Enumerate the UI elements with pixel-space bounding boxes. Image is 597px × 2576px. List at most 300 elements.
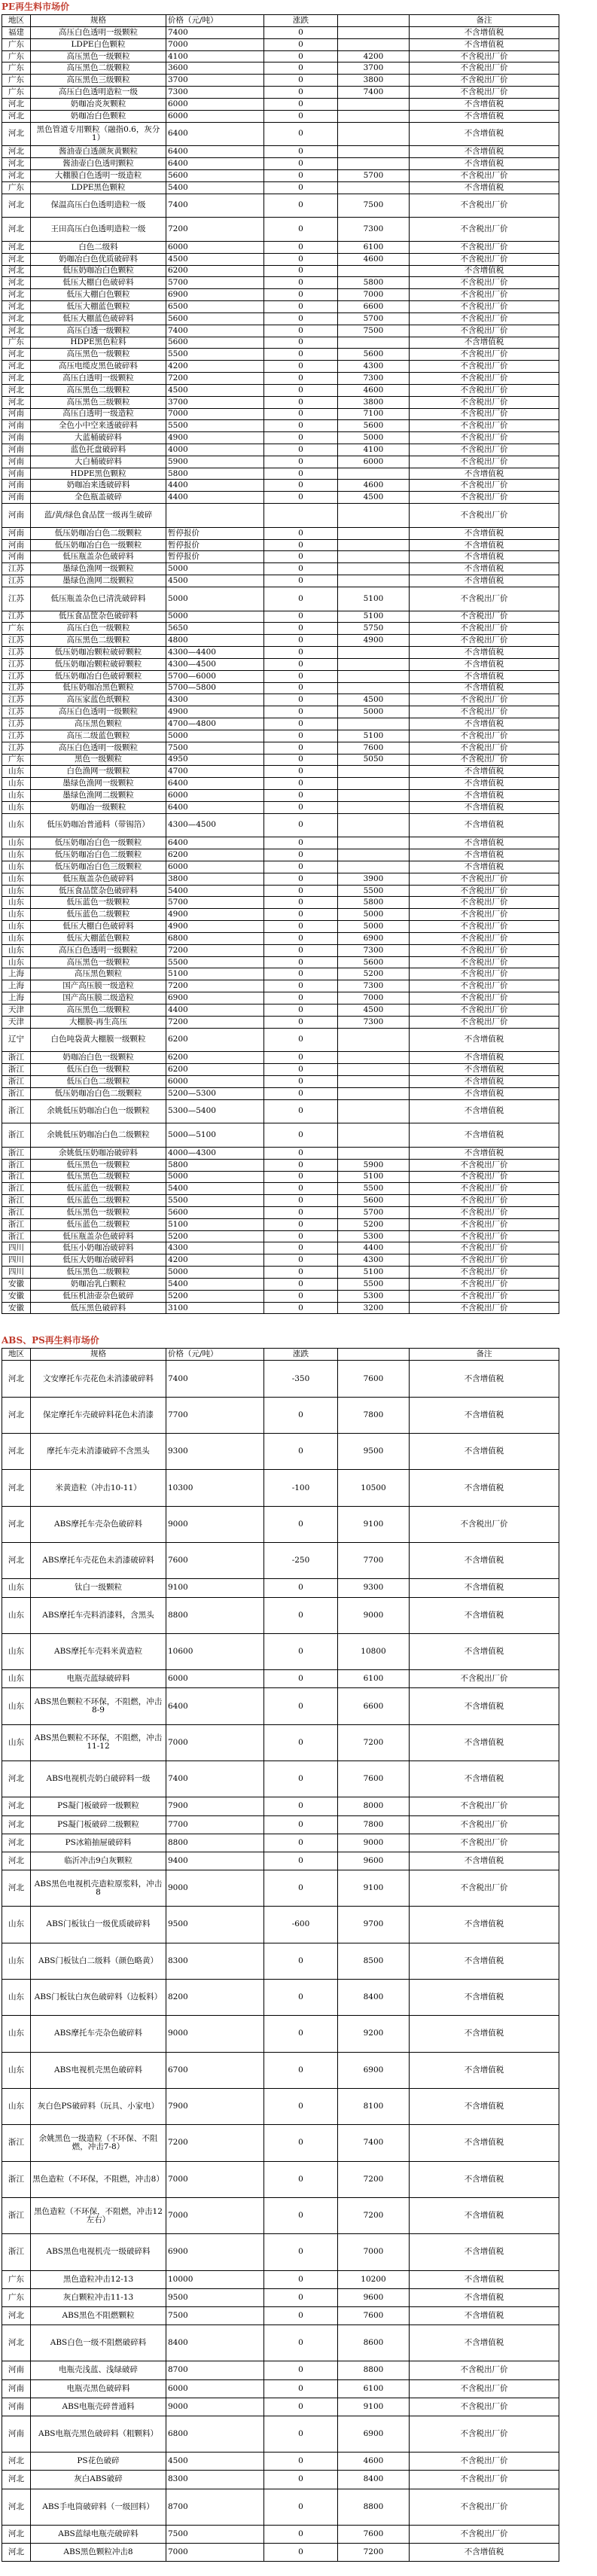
price-high-cell [338,110,410,122]
region-cell: 山东 [2,1724,31,1761]
note-cell: 不含税出厂价 [410,635,559,647]
region-cell: 河北 [2,110,31,122]
spec-cell: 墨绿色渔网一级颗粒 [31,563,166,575]
price-cell: 9000 [166,1506,264,1542]
price-high-cell: 4300 [338,361,410,373]
price-cell: 9000 [166,2016,264,2052]
region-cell: 江苏 [2,694,31,706]
change-cell: 0 [264,468,338,480]
spec-cell: 低压蓝色一级颗粒 [31,1183,166,1195]
table-row [2,849,559,861]
table-row [2,1506,559,1542]
table-row [2,349,559,361]
note-cell: 不含增值税 [410,2306,559,2324]
price-cell: 7200 [166,218,264,242]
price-cell: 4900 [166,432,264,444]
change-cell: 0 [264,1597,338,1633]
region-cell: 河北 [2,2306,31,2324]
spec-cell: 低压奶咖冶普通料（带锡箔） [31,813,166,837]
spec-cell: 余姚低压奶咖冶白色二级颗粒 [31,1123,166,1148]
spec-cell: 低压白色一级颗粒 [31,1064,166,1076]
note-cell: 不含税出厂价 [410,885,559,897]
price-cell: 5500 [166,420,264,432]
region-cell: 山东 [2,944,31,956]
price-cell: 10300 [166,1470,264,1506]
price-high-cell: 5100 [338,611,410,623]
price-cell: 6000 [166,98,264,110]
price-high-cell: 7000 [338,992,410,1004]
region-cell: 广东 [2,50,31,62]
spec-cell: 灰白ABS破碎 [31,2471,166,2489]
spec-cell: 电瓶壳黑色破碎料 [31,2379,166,2398]
price-high-cell: 5200 [338,968,410,980]
region-cell: 广东 [2,2270,31,2288]
spec-cell: 低压大奶咖冶破碎料 [31,1254,166,1267]
table-row [2,1290,559,1302]
price-high-cell [338,265,410,277]
region-cell: 河北 [2,241,31,253]
region-cell: 山东 [2,932,31,944]
price-cell: 5600 [166,1206,264,1218]
region-cell: 山东 [2,766,31,778]
price-high-cell: 9700 [338,1907,410,1943]
table-row [2,682,559,694]
change-cell: 0 [264,2052,338,2088]
region-cell: 河北 [2,1870,31,1906]
spec-cell: 低压奶咖冶白色二级颗粒 [31,527,166,539]
change-cell: 0 [264,1052,338,1064]
table-row [2,1670,559,1688]
spec-cell: 高压黑色颗粒 [31,968,166,980]
note-cell: 不含增值税 [410,2088,559,2124]
spec-cell: 低压大棚白色颗粒 [31,289,166,301]
price-high-cell: 7600 [338,742,410,754]
region-cell: 河南 [2,444,31,456]
table-row [2,1761,559,1797]
price-cell: 6400 [166,158,264,170]
abs-header-row [2,1349,559,1361]
note-cell: 不含税出厂价 [410,1230,559,1242]
table-row [2,2325,559,2361]
change-cell: 0 [264,623,338,635]
spec-cell: ABS摩托车壳杂色破碎料 [31,1506,166,1542]
region-cell: 河北 [2,146,31,158]
price-cell: 8400 [166,2325,264,2361]
price-cell: 10600 [166,1633,264,1669]
pe-header-row [2,15,559,27]
table-row [2,1242,559,1254]
price-cell: 5000 [166,587,264,611]
change-cell: 0 [264,1979,338,2015]
price-cell: 6000 [166,861,264,873]
note-cell: 不含税出厂价 [410,706,559,718]
note-cell: 不含增值税 [410,337,559,349]
table-row [2,670,559,682]
change-cell: 0 [264,837,338,849]
table-row [2,1195,559,1207]
table-row [2,1907,559,1943]
change-cell: -100 [264,1470,338,1506]
change-cell: 0 [264,2379,338,2398]
spec-cell: 保定摩托车壳破碎料花色未消漆 [31,1397,166,1433]
region-cell: 浙江 [2,2234,31,2270]
note-cell: 不含增值税 [410,1434,559,1470]
change-cell: 0 [264,1099,338,1123]
region-cell: 广东 [2,181,31,194]
region-cell: 浙江 [2,1230,31,1242]
note-cell: 不含税出厂价 [410,2379,559,2398]
price-cell: 4950 [166,754,264,766]
region-cell: 河北 [2,218,31,242]
spec-cell: 低压大棚蓝色破碎料 [31,312,166,325]
price-cell: 3600 [166,62,264,75]
price-high-cell [338,837,410,849]
note-cell: 不含税出厂价 [410,1159,559,1171]
table-row [2,611,559,623]
table-row [2,897,559,909]
region-cell: 山东 [2,837,31,849]
price-high-cell: 7100 [338,408,410,420]
region-cell: 河南 [2,468,31,480]
price-cell: 7500 [166,2525,264,2543]
abs-ps-price-table [2,1348,559,2562]
table-row [2,790,559,802]
table-row [2,2016,559,2052]
change-cell: 0 [264,312,338,325]
table-row [2,1267,559,1279]
spec-cell: ABS门板钛白一级优质破碎料 [31,1907,166,1943]
price-high-cell [338,575,410,587]
price-cell: 4900 [166,706,264,718]
price-high-cell [338,647,410,659]
spec-cell: ABS黑色颗粒不环保，不阻燃，冲击11-12 [31,1724,166,1761]
note-cell: 不含税出厂价 [410,1870,559,1906]
price-cell: 9400 [166,1852,264,1870]
change-cell: 0 [264,2489,338,2525]
note-cell: 不含增值税 [410,1979,559,2015]
region-cell: 山东 [2,1597,31,1633]
spec-cell: 低压蓝色二级颗粒 [31,1195,166,1207]
price-high-cell: 9100 [338,1506,410,1542]
change-cell: 0 [264,873,338,885]
table-row [2,337,559,349]
table-row [2,2270,559,2288]
note-cell: 不含税出厂价 [410,1278,559,1290]
region-cell: 山东 [2,1907,31,1943]
price-cell: 5400 [166,885,264,897]
change-cell: 0 [264,754,338,766]
table-row [2,2471,559,2489]
price-high-cell [338,861,410,873]
region-cell: 江苏 [2,611,31,623]
change-cell: 0 [264,2306,338,2324]
table-row [2,1206,559,1218]
region-cell: 浙江 [2,1087,31,1099]
price-cell: 5000 [166,611,264,623]
region-cell: 河北 [2,1470,31,1506]
table-row [2,587,559,611]
spec-cell: ABS黑色颗粒冲击8 [31,2543,166,2561]
change-cell: 0 [264,980,338,992]
spec-cell: 低压奶咖冶黑色颗粒 [31,682,166,694]
price-cell: 6000 [166,1075,264,1087]
table-row [2,647,559,659]
spec-cell: ABS黑色颗粒不环保，不阻燃，冲击8-9 [31,1688,166,1724]
price-cell: 4300—4400 [166,647,264,659]
change-cell: 0 [264,1724,338,1761]
price-cell: 5400 [166,181,264,194]
table-row [2,444,559,456]
price-high-cell: 5600 [338,1195,410,1207]
table-row [2,241,559,253]
note-cell: 不含税出厂价 [410,325,559,337]
change-cell: 0 [264,766,338,778]
region-cell: 河北 [2,384,31,396]
spec-cell: 高压黑色一级颗粒 [31,956,166,968]
price-high-cell: 3900 [338,873,410,885]
price-cell: 7400 [166,1361,264,1397]
price-high-cell: 7500 [338,194,410,218]
note-cell: 不含税出厂价 [410,1506,559,1542]
change-cell: 0 [264,575,338,587]
price-cell: 8800 [166,1834,264,1852]
region-cell: 福建 [2,27,31,39]
table-row [2,730,559,742]
spec-cell: 低压机油壶杂色破碎 [31,1290,166,1302]
change-cell: 0 [264,932,338,944]
note-cell: 不含增值税 [410,468,559,480]
change-cell: 0 [264,539,338,551]
change-cell: 0 [264,1579,338,1597]
spec-cell: ABS摩托车壳花色未消漆破碎料 [31,1543,166,1579]
table-row [2,1979,559,2015]
change-cell: 0 [264,241,338,253]
price-high-cell: 5750 [338,623,410,635]
table-row [2,98,559,110]
spec-cell: 白色二级料 [31,241,166,253]
table-row [2,1633,559,1669]
region-cell: 河北 [2,194,31,218]
table-row [2,1815,559,1834]
spec-cell: 低压奶咖冶白色一级颗粒 [31,837,166,849]
price-high-cell: 9000 [338,1834,410,1852]
change-cell: 0 [264,2270,338,2288]
spec-cell: 低压奶咖冶颗粒破碎颗粒 [31,647,166,659]
price-cell: 8300 [166,2471,264,2489]
region-cell: 河北 [2,1506,31,1542]
table-row [2,312,559,325]
spec-cell: 黑色管道专用颗粒（融指0.6，灰分1） [31,122,166,146]
table-row [2,563,559,575]
spec-cell: 低压小奶咖冶破碎料 [31,1242,166,1254]
price-cell: 7400 [166,194,264,218]
note-cell: 不含税出厂价 [410,373,559,385]
note-cell: 不含增值税 [410,1397,559,1433]
change-cell: 0 [264,1688,338,1724]
table-row [2,181,559,194]
price-high-cell: 9600 [338,1852,410,1870]
price-high-cell: 5100 [338,587,410,611]
price-high-cell [338,468,410,480]
note-cell: 不含税出厂价 [410,980,559,992]
note-cell: 不含增值税 [410,718,559,730]
spec-cell: 黑色造粒（不环保，不阻燃，冲击8） [31,2161,166,2197]
change-cell: 0 [264,1087,338,1099]
table-row [2,122,559,146]
change-cell: 0 [264,373,338,385]
price-high-cell: 6000 [338,456,410,468]
spec-cell: 墨绿色渔网二级颗粒 [31,790,166,802]
price-high-cell: 5700 [338,169,410,181]
region-cell: 浙江 [2,1064,31,1076]
price-cell: 8700 [166,2361,264,2379]
region-cell: 江苏 [2,658,31,670]
price-cell: 4000—4300 [166,1147,264,1159]
region-cell: 河北 [2,2471,31,2489]
price-high-cell: 7300 [338,1016,410,1028]
spec-cell: 低压奶咖冶白色破碎颗粒 [31,670,166,682]
note-cell: 不含税出厂价 [410,1016,559,1028]
region-cell: 河北 [2,158,31,170]
price-high-cell: 10500 [338,1470,410,1506]
note-cell: 不含税出厂价 [410,2525,559,2543]
table-row [2,1004,559,1016]
region-cell: 山东 [2,778,31,790]
table-row [2,301,559,313]
note-cell: 不含税出厂价 [410,1171,559,1183]
note-cell: 不含增值税 [410,790,559,802]
note-cell: 不含税出厂价 [410,873,559,885]
note-cell: 不含税出厂价 [410,349,559,361]
spec-cell: 米黄造粒（冲击10-11） [31,1470,166,1506]
price-high-cell: 5050 [338,754,410,766]
price-cell: 5650 [166,623,264,635]
price-cell: 5900 [166,456,264,468]
price-high-cell: 6600 [338,301,410,313]
price-high-cell [338,1123,410,1148]
change-cell: 0 [264,2234,338,2270]
price-high-cell: 7600 [338,2525,410,2543]
change-cell: 0 [264,968,338,980]
region-cell: 江苏 [2,706,31,718]
spec-cell: ABS门板钛白二级料（颜色略黄） [31,1943,166,1979]
region-cell: 河南 [2,2361,31,2379]
spec-cell: 低压瓶盖杂色已清洗破碎料 [31,587,166,611]
change-cell: 0 [264,1290,338,1302]
price-high-cell [338,849,410,861]
change-cell: 0 [264,1633,338,1669]
price-cell: 6200 [166,1052,264,1064]
spec-cell: ABS电视机壳黑色破碎料 [31,2052,166,2088]
price-cell: 5800 [166,1159,264,1171]
price-high-cell: 9600 [338,2288,410,2306]
spec-cell: 低压大棚蓝色颗粒 [31,301,166,313]
note-cell: 不含增值税 [410,1123,559,1148]
price-high-cell: 6900 [338,2052,410,2088]
change-cell: 0 [264,408,338,420]
spec-cell: 低压瓶盖杂色破碎料 [31,873,166,885]
table-row [2,504,559,528]
change-cell: 0 [264,349,338,361]
region-cell: 河南 [2,420,31,432]
region-cell: 河北 [2,1815,31,1834]
price-high-cell [338,1064,410,1076]
spec-cell: 高压白透明一级颗粒 [31,373,166,385]
price-high-cell [338,1147,410,1159]
region-cell: 浙江 [2,1195,31,1207]
spec-cell: 高压白色一级颗粒 [31,623,166,635]
price-high-cell: 5100 [338,1171,410,1183]
region-cell: 浙江 [2,1218,31,1230]
spec-cell: 高压白色透明一级颗粒 [31,742,166,754]
spec-cell: 奶咖冶白色一级颗粒 [31,1052,166,1064]
note-cell: 不含税出厂价 [410,1242,559,1254]
table-row [2,527,559,539]
table-row [2,813,559,837]
spec-cell: 酱油壶白色透明颗粒 [31,158,166,170]
region-cell: 山东 [2,1943,31,1979]
change-cell: 0 [264,635,338,647]
note-cell: 不含税出厂价 [410,1834,559,1852]
price-cell: 4500 [166,2453,264,2471]
table-row [2,325,559,337]
region-cell: 河北 [2,349,31,361]
note-cell: 不含税出厂价 [410,87,559,99]
table-row [2,456,559,468]
price-cell: 6000 [166,1670,264,1688]
note-cell: 不含税出厂价 [410,444,559,456]
note-cell: 不含税出厂价 [410,1254,559,1267]
region-cell: 广东 [2,75,31,87]
change-cell: 0 [264,301,338,313]
table-row [2,2088,559,2124]
table-row [2,468,559,480]
spec-cell: 高压黑色二级颗粒 [31,384,166,396]
table-row [2,1171,559,1183]
price-high-cell: 5500 [338,1278,410,1290]
change-cell: 0 [264,218,338,242]
column-header: 涨跌 [264,15,338,27]
spec-cell: 高压黑色三级颗粒 [31,396,166,408]
table-row [2,921,559,933]
change-cell: 0 [264,551,338,563]
note-cell: 不含增值税 [410,837,559,849]
change-cell: 0 [264,38,338,50]
region-cell: 山东 [2,1579,31,1597]
price-high-cell: 7000 [338,2234,410,2270]
change-cell: 0 [264,921,338,933]
note-cell: 不含增值税 [410,539,559,551]
change-cell: 0 [264,1123,338,1148]
price-cell: 5700 [166,897,264,909]
region-cell: 河北 [2,122,31,146]
price-cell: 5400 [166,1278,264,1290]
price-high-cell: 5500 [338,885,410,897]
region-cell: 山东 [2,813,31,837]
table-row [2,1230,559,1242]
region-cell: 河北 [2,2453,31,2471]
spec-cell: 高压白色透明一级颗粒 [31,27,166,39]
spec-cell: 高压黑色三级颗粒 [31,75,166,87]
column-header: 规格 [31,15,166,27]
region-cell: 山东 [2,885,31,897]
change-cell: 0 [264,396,338,408]
spec-cell: ABS黑色电视机壳造粒原浆料，冲击8 [31,1870,166,1906]
table-row [2,1016,559,1028]
spec-cell: ABS门板钛白灰色破碎料（边板料） [31,1979,166,2015]
price-cell: 4500 [166,575,264,587]
change-cell: 0 [264,2471,338,2489]
